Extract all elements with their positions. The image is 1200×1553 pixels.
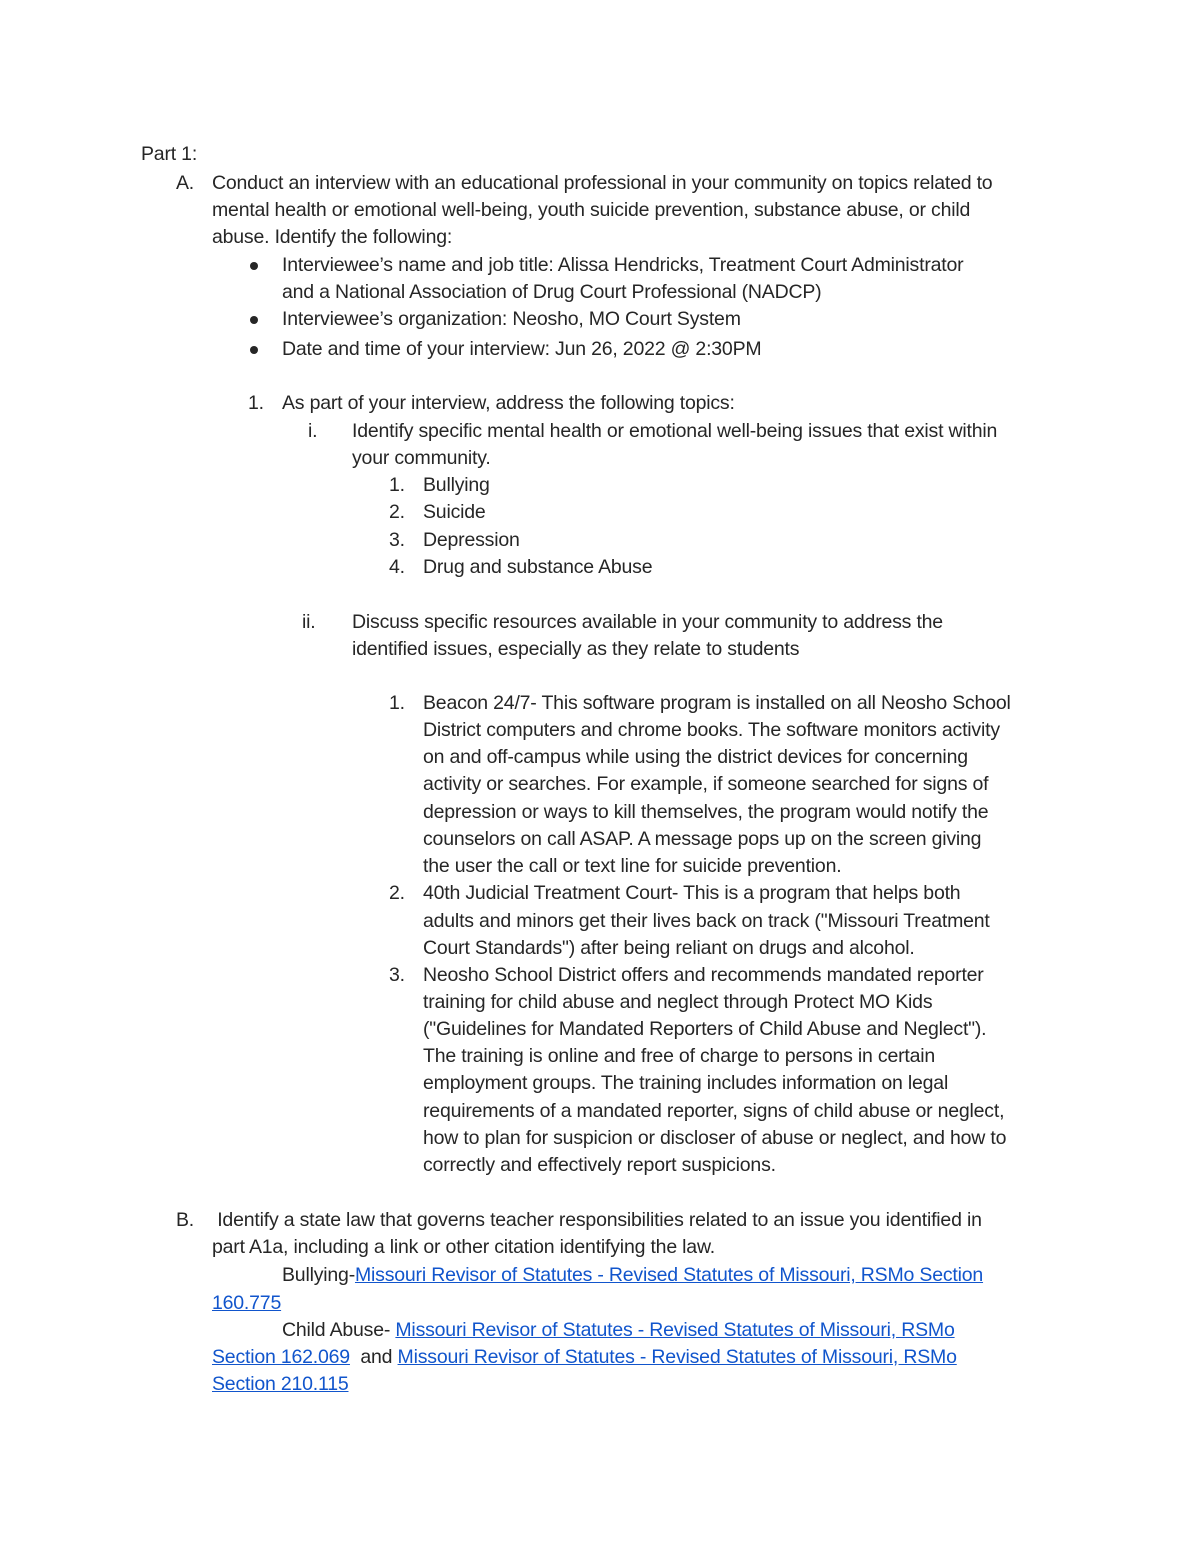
bullet-item-line: and a National Association of Drug Court Professional (NADCP) [282, 281, 822, 303]
bullet-icon [250, 346, 258, 354]
section-a-line: abuse. Identify the following: [212, 226, 453, 248]
item-1-marker: 1. [248, 392, 264, 414]
resource-line: requirements of a mandated reporter, signs of child abuse or neglect, [423, 1100, 1005, 1122]
bullet-item-line: Interviewee’s name and job title: Alissa Hendricks, Treatment Court Administrator [282, 254, 964, 276]
subitem-i-marker: i. [308, 420, 318, 442]
section-b-line: part A1a, including a link or other citation identifying the law. [212, 1236, 715, 1258]
bullying-law-line [282, 1262, 983, 1289]
resource-line: Neosho School District offers and recommends mandated reporter [423, 964, 984, 986]
subitem-ii-line: Discuss specific resources available in your community to address the [352, 611, 943, 633]
issue-item: Depression [423, 529, 520, 551]
resource-line: Beacon 24/7- This software program is installed on all Neosho School [423, 692, 1011, 714]
resource-line: on and off-campus while using the district devices for concerning [423, 746, 968, 768]
issue-marker: 2. [389, 501, 405, 523]
item-1-text: As part of your interview, address the following topics: [282, 392, 735, 414]
resource-line: activity or searches. For example, if someone searched for signs of [423, 773, 989, 795]
and-text: and [349, 1346, 398, 1368]
bullet-item-line: Interviewee’s organization: Neosho, MO Court System [282, 308, 741, 330]
resource-line: the user the call or text line for suicide prevention. [423, 855, 842, 877]
resource-marker: 1. [389, 692, 405, 714]
subitem-i-line: your community. [352, 447, 491, 469]
bullet-icon [250, 262, 258, 270]
issue-marker: 1. [389, 474, 405, 496]
resource-line: The training is online and free of charge to persons in certain [423, 1045, 936, 1067]
resource-line: employment groups. The training includes information on legal [423, 1072, 949, 1094]
child-abuse-law-link-1[interactable]: Section 162.069 [212, 1346, 350, 1368]
resource-line: ("Guidelines for Mandated Reporters of Child Abuse and Neglect"). [423, 1018, 987, 1040]
subitem-ii-line: identified issues, especially as they relate to students [352, 638, 800, 660]
resource-line: Court Standards") after being reliant on drugs and alcohol. [423, 937, 915, 959]
issue-item: Bullying [423, 474, 490, 496]
bullying-law-link[interactable]: Missouri Revisor of Statutes - Revised Statutes of Missouri, RSMo Section [354, 1264, 984, 1286]
resource-line: depression or ways to kill themselves, the program would notify the [423, 801, 989, 823]
child-abuse-law-link-2[interactable]: Section 210.115 [212, 1373, 349, 1395]
bullying-law-line-2 [212, 1290, 281, 1317]
bullying-law-link[interactable]: 160.775 [212, 1292, 282, 1314]
child-abuse-law-line-2 [212, 1344, 957, 1371]
bullet-icon [250, 316, 258, 324]
section-a-marker: A. [176, 172, 195, 194]
resource-line: correctly and effectively report suspicions. [423, 1154, 776, 1176]
resource-line: 40th Judicial Treatment Court- This is a program that helps both [423, 882, 961, 904]
child-abuse-law-line [282, 1317, 955, 1344]
section-b-line: Identify a state law that governs teacher responsibilities related to an issue you identified in [212, 1209, 982, 1231]
resource-line: District computers and chrome books. The software monitors activity [423, 719, 1000, 741]
resource-marker: 3. [389, 964, 405, 986]
issue-item: Drug and substance Abuse [423, 556, 653, 578]
issue-marker: 3. [389, 529, 405, 551]
bullying-label: Bullying- [282, 1264, 355, 1286]
resource-line: counselors on call ASAP. A message pops up on the screen giving [423, 828, 982, 850]
issue-item: Suicide [423, 501, 486, 523]
resource-marker: 2. [389, 882, 405, 904]
section-a-line: mental health or emotional well-being, youth suicide prevention, substance abuse, or child [212, 199, 971, 221]
section-b-marker: B. [176, 1209, 195, 1231]
child-abuse-law-link-1[interactable]: Missouri Revisor of Statutes - Revised Statutes of Missouri, RSMo [395, 1319, 955, 1341]
resource-line: training for child abuse and neglect through Protect MO Kids [423, 991, 933, 1013]
section-a-line: Conduct an interview with an educational professional in your community on topics related to [212, 172, 993, 194]
resource-line: how to plan for suspicion or discloser of abuse or neglect, and how to [423, 1127, 1007, 1149]
subitem-ii-marker: ii. [302, 611, 316, 633]
child-abuse-law-link-2[interactable]: Missouri Revisor of Statutes - Revised Statutes of Missouri, RSMo [397, 1346, 957, 1368]
subitem-i-line: Identify specific mental health or emotional well-being issues that exist within [352, 420, 998, 442]
bullet-item-line: Date and time of your interview: Jun 26, 2022 @ 2:30PM [282, 338, 762, 360]
child-abuse-label: Child Abuse- [282, 1319, 396, 1341]
resource-line: adults and minors get their lives back on track ("Missouri Treatment [423, 910, 990, 932]
child-abuse-law-line-3 [212, 1371, 349, 1398]
part-heading: Part 1: [141, 143, 198, 165]
issue-marker: 4. [389, 556, 405, 578]
